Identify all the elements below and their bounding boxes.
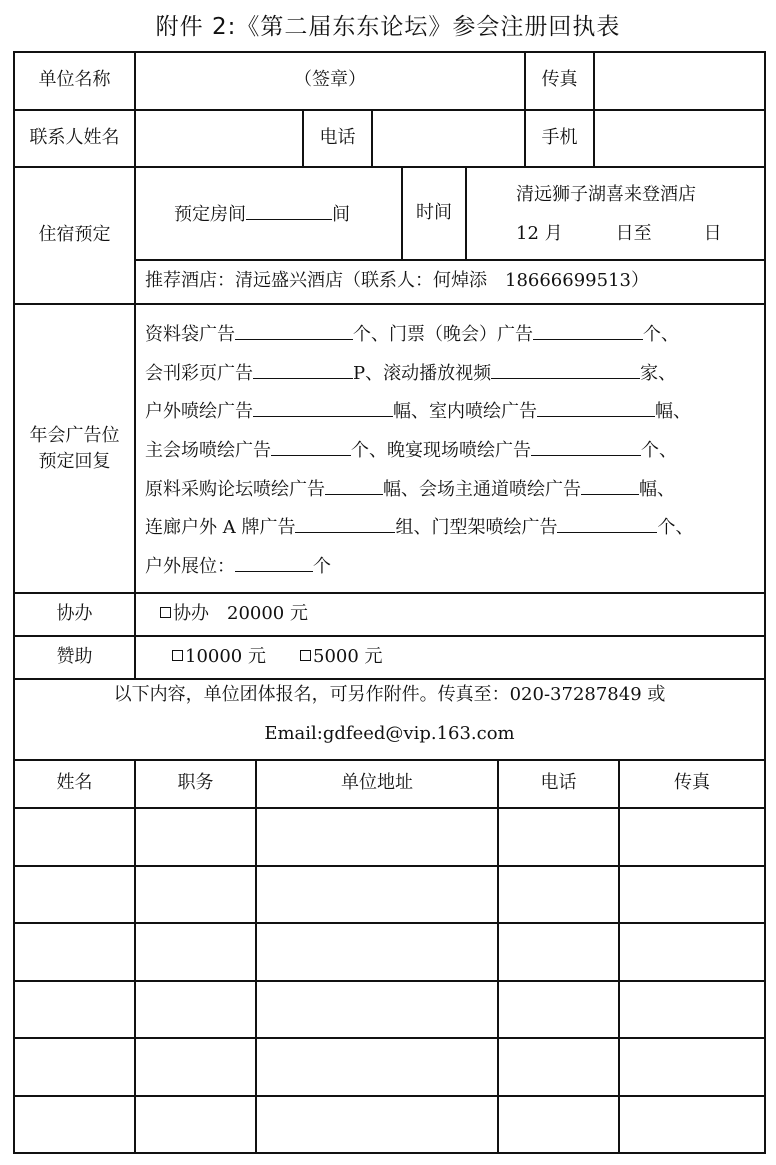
ad-quantity-blank[interactable] (537, 399, 655, 417)
ad-line (145, 438, 677, 462)
ad-item-text: 户外喷绘广告 (145, 401, 253, 422)
time-label: 时间 (416, 202, 452, 223)
ad-quantity-blank[interactable] (235, 322, 353, 340)
contact-phone-field[interactable] (373, 111, 524, 165)
ad-item-text: 个、晚宴现场喷绘广告 (351, 440, 531, 461)
ad-quantity-blank[interactable] (533, 322, 643, 340)
checkbox-icon[interactable] (300, 650, 311, 661)
hotel-name: 清远狮子湖喜来登酒店 (516, 184, 696, 205)
ad-item-text: 组、门型架喷绘广告 (395, 517, 558, 538)
table-row[interactable] (15, 982, 764, 1037)
table-header-phone: 电话 (540, 772, 577, 793)
ad-item-text: P、滚动播放视频 (353, 363, 492, 384)
sponsor-label: 赞助 (56, 646, 93, 667)
checkbox-icon[interactable] (160, 607, 171, 618)
contact-phone-label: 电话 (319, 127, 356, 148)
table-row[interactable] (15, 924, 764, 979)
ad-item-text: 幅、 (655, 401, 691, 422)
grid-line (13, 678, 766, 680)
table-row[interactable] (15, 1097, 764, 1152)
contact-mobile-label: 手机 (541, 127, 578, 148)
note-email: Email:gdfeed@vip.163.com (264, 723, 515, 744)
grid-line (593, 51, 595, 167)
room-booking (174, 202, 350, 226)
unit-fax-field[interactable] (596, 53, 762, 107)
ad-item-text: 个、 (641, 440, 677, 461)
sponsor-option-2-text: 5000 元 (313, 646, 383, 667)
sponsor-option-1[interactable] (172, 646, 266, 668)
contact-name-label: 联系人姓名 (29, 127, 120, 148)
table-header-name: 姓名 (56, 772, 93, 793)
ad-quantity-blank[interactable] (325, 477, 383, 495)
unit-fax-label: 传真 (541, 69, 578, 90)
ad-item-text: 资料袋广告 (145, 324, 235, 345)
ad-line (145, 554, 331, 578)
table-row[interactable] (15, 867, 764, 922)
day-from-text: 日至 (615, 223, 652, 244)
ad-item-text: 个、 (643, 324, 679, 345)
table-row[interactable] (15, 1039, 764, 1094)
ad-item-text: 个、门票（晚会）广告 (353, 324, 533, 345)
ad-item-text: 个、 (657, 517, 694, 538)
ads-label-line1: 年会广告位 (29, 425, 120, 446)
grid-line (135, 259, 766, 261)
ad-quantity-blank[interactable] (491, 361, 640, 379)
grid-line (13, 592, 766, 594)
ad-quantity-blank[interactable] (253, 399, 393, 417)
ad-line (145, 477, 675, 501)
room-prefix: 预定房间 (174, 204, 246, 225)
unit-name-field[interactable]: （签章） (294, 69, 366, 90)
ad-quantity-blank[interactable] (295, 515, 395, 533)
room-suffix: 间 (332, 204, 350, 225)
ad-quantity-blank[interactable] (557, 515, 657, 533)
table-header-fax: 传真 (674, 772, 710, 793)
sponsor-option-1-text: 10000 元 (185, 646, 266, 667)
table-header-position: 职务 (177, 772, 214, 793)
table-header-address: 单位地址 (341, 772, 413, 793)
unit-name-label: 单位名称 (38, 69, 111, 90)
ad-item-text: 主会场喷绘广告 (145, 440, 271, 461)
cohost-option-text: 协办 20000 元 (173, 603, 308, 624)
recommended-hotel: 推荐酒店：清远盛兴酒店（联系人：何焯添 18666699513） (145, 270, 649, 291)
ad-quantity-blank[interactable] (271, 438, 351, 456)
month-text: 12 月 (516, 223, 563, 244)
ad-quantity-blank[interactable] (581, 477, 639, 495)
ad-quantity-blank[interactable] (531, 438, 641, 456)
ad-item-text: 幅、会场主通道喷绘广告 (383, 479, 581, 500)
cohost-label: 协办 (56, 603, 93, 624)
grid-line (465, 166, 467, 260)
grid-line (13, 759, 766, 761)
lodging-label: 住宿预定 (38, 224, 111, 245)
checkbox-icon[interactable] (172, 650, 183, 661)
room-count-blank[interactable] (246, 202, 332, 220)
ad-item-text: 个 (313, 556, 331, 577)
ad-item-text: 连廊户外 A 牌广告 (145, 517, 296, 538)
ad-quantity-blank[interactable] (235, 554, 313, 572)
ad-item-text: 会刊彩页广告 (145, 363, 253, 384)
ad-item-text: 幅、 (639, 479, 675, 500)
grid-line (764, 51, 766, 1154)
day-to-text: 日 (703, 223, 722, 244)
ad-item-text: 户外展位： (145, 556, 235, 577)
stay-dates (516, 223, 722, 245)
ad-item-text: 原料采购论坛喷绘广告 (145, 479, 325, 500)
grid-line (13, 635, 766, 637)
ad-quantity-blank[interactable] (253, 361, 353, 379)
ad-line (145, 322, 679, 346)
grid-line (13, 1152, 766, 1154)
ad-line (145, 515, 693, 539)
ads-label-line2: 预定回复 (38, 451, 111, 472)
ad-line (145, 361, 676, 385)
note-line-1: 以下内容，单位团体报名，可另作附件。传真至：020-37287849 或 (113, 684, 666, 705)
ad-item-text: 幅、室内喷绘广告 (393, 401, 537, 422)
form-title: 附件 2:《第二届东东论坛》参会注册回执表 (155, 14, 621, 40)
sponsor-option-2[interactable] (300, 646, 383, 668)
cohost-option[interactable] (160, 603, 308, 625)
ad-line (145, 399, 691, 423)
grid-line (13, 303, 766, 305)
ad-item-text: 家、 (640, 363, 677, 384)
table-row[interactable] (15, 809, 764, 864)
contact-name-field[interactable] (136, 111, 302, 165)
contact-mobile-field[interactable] (596, 111, 762, 165)
grid-line (13, 166, 766, 168)
